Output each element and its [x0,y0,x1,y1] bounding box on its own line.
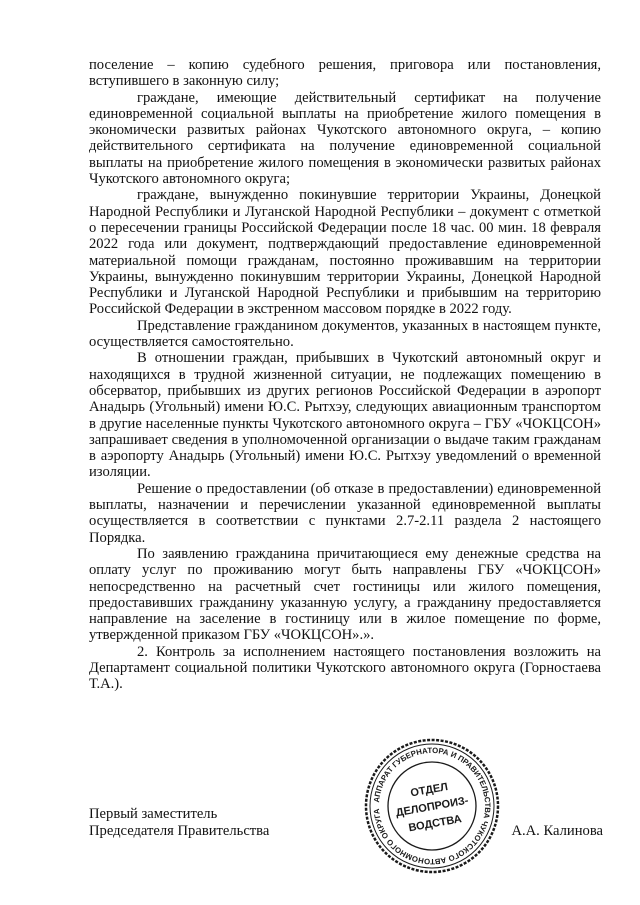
document-body [89,57,601,693]
stamp-ring-text: АППАРАТ ГУБЕРНАТОРА И ПРАВИТЕЛЬСТВА ЧУКОТСКОГО АВТОНОМНОГО ОКРУГА [372,745,493,867]
paragraph: поселение – копию судебного решения, приговора или постановления, вступившего в законную силу; [89,57,601,90]
paragraph: Решение о предоставлении (об отказе в предоставлении) единовременной выплаты, назначении и перечислении указанной единовременной выплаты осуществляется в соответствии с пунктами 2.7-2.11 раздела 2 настоящего Порядка. [89,480,601,546]
stamp-center-line2: ДЕЛОПРОИЗ- [394,794,470,820]
paragraph: 2. Контроль за исполнением настоящего постановления возложить на Департамент социальной политики Чукотского автономного округа (Горностаева Т.А.). [89,643,601,693]
signature-block [89,806,603,846]
signatory-title [89,806,269,840]
stamp-center-line3: ВОДСТВА [407,813,463,835]
paragraph: Представление гражданином документов, указанных в настоящем пункте, осуществляется самостоятельно. [89,317,601,351]
paragraph: В отношении граждан, прибывших в Чукотский автономный округ и находящихся в трудной жизненной ситуации, не подлежащих помещению в обсерватор, прибывших из других регионов Российской Федерации в аэропорт Анадырь (Угольный) имени Ю.С. Рытхэу, следующих авиационным транспортом в другие населенные пункты Чукотского автономного округа – ГБУ «ЧОКЦСОН» запрашивает сведения в уполномоченной организации о выдаче таким гражданам в аэропорту Анадырь (Угольный) имени Ю.С. Рытхэу уведомлений о временной изоляции. [89,350,601,481]
paragraph: По заявлению гражданина причитающиеся ему денежные средства на оплату услуг по проживанию могут быть направлены ГБУ «ЧОКЦСОН» непосредственно на расчетный счет гостиницы или жилого помещения, предоставивших гражданину указанную услугу, а гражданину предоставляется направление на заселение в гостиницу или в жилое помещение по форме, утвержденной приказом ГБУ «ЧОКЦСОН».». [89,545,601,644]
stamp-center-line1: ОТДЕЛ [409,781,449,800]
signatory-title-line2: Председателя Правительства [89,823,270,839]
office-seal-stamp [361,735,503,877]
signatory-name: А.А. Калинова [511,823,603,839]
paragraph: граждане, вынужденно покинувшие территории Украины, Донецкой Народной Республики и Луганской Народной Республики – документ с отметкой о пересечении границы Российской Федерации после 18 час. 00 мин. 18 февраля 2022 года или документ, подтверждающий предоставление единовременной материальной помощи гражданам, постоянно проживавшим на территории Украины, вынужденно покинувшим территории Украины, Донецкой Народной Республики и Луганской Народной Республики и прибывшим на территорию Российской Федерации в экстренном массовом порядке в 2022 году. [89,187,601,318]
signatory-title-line1: Первый заместитель [89,806,218,822]
paragraph: граждане, имеющие действительный сертификат на получение единовременной социальной выплаты на приобретение жилого помещения в экономически развитых районах Чукотского автономного округа, – копию действительного сертификата на получение единовременной социальной выплаты на приобретение жилого помещения в экономически развитых районах Чукотского автономного округа; [89,89,601,188]
